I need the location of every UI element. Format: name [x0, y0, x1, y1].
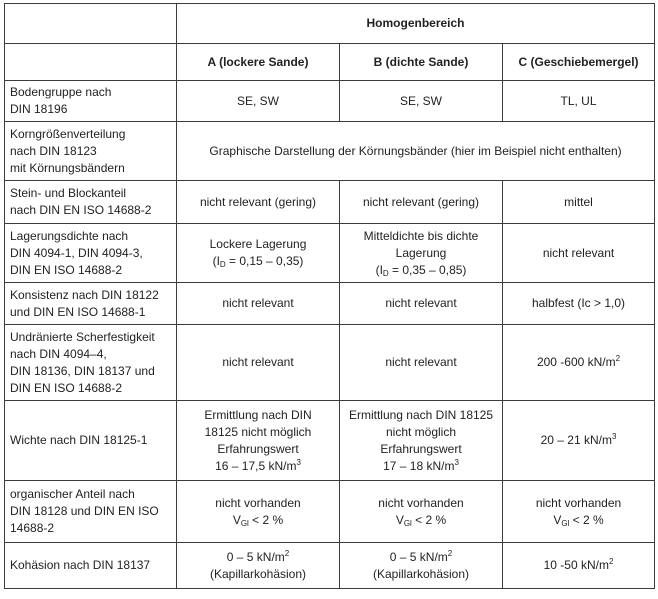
- cell-a: nicht relevant: [177, 325, 340, 401]
- spanning-cell: Graphische Darstellung der Körnungsbänder (hier im Beispiel nicht enthalten): [177, 122, 655, 181]
- homogenbereich-table: [4, 3, 655, 589]
- corner-cell: [5, 4, 177, 44]
- cell-a: SE, SW: [177, 81, 340, 122]
- row-label: Korngrößenverteilung nach DIN 18123 mit Körnungsbändern: [5, 122, 177, 181]
- cell-b: 0 – 5 $kN/m^2$ (Kapillarkohäsion): [340, 543, 503, 589]
- cell-c: 10 -50 $kN/m^2$: [503, 543, 655, 589]
- cell-b: nicht relevant (gering): [340, 181, 503, 224]
- cell-b: nicht relevant: [340, 325, 503, 401]
- row-label: Stein- und Blockanteil nach DIN EN ISO 14688-2: [5, 181, 177, 224]
- cell-c: 200 -600 $kN/m^2$: [503, 325, 655, 401]
- cell-c: mittel: [503, 181, 655, 224]
- table-row: [5, 401, 655, 481]
- row-label: Konsistenz nach DIN 18122 und DIN EN ISO 14688-1: [5, 283, 177, 325]
- row-label: Wichte nach DIN 18125-1: [5, 401, 177, 481]
- table-row: [5, 283, 655, 325]
- column-header-b: B (dichte Sande): [340, 44, 503, 81]
- column-header-a: A (lockere Sande): [177, 44, 340, 81]
- cell-c: TL, UL: [503, 81, 655, 122]
- cell-c: 20 – 21 $kN/m^3$: [503, 401, 655, 481]
- corner-cell: [5, 44, 177, 81]
- column-header-row: [5, 44, 655, 81]
- cell-a: 0 – 5 $kN/m^2$ (Kapillarkohäsion): [177, 543, 340, 589]
- cell-b: Mitteldichte bis dichte Lagerung $(I_D = 0,35 - 0,85)$: [340, 224, 503, 283]
- row-label: Kohäsion nach DIN 18137: [5, 543, 177, 589]
- table-row: [5, 481, 655, 543]
- cell-b: nicht relevant: [340, 283, 503, 325]
- group-header: Homogenbereich: [177, 4, 655, 44]
- table-row: [5, 224, 655, 283]
- row-label: organischer Anteil nach DIN 18128 und DIN EN ISO 14688-2: [5, 481, 177, 543]
- table-row: [5, 543, 655, 589]
- table-row: [5, 325, 655, 401]
- row-label: Lagerungsdichte nach DIN 4094-1, DIN 4094-3, DIN EN ISO 14688-2: [5, 224, 177, 283]
- table-header-row: [5, 4, 655, 44]
- row-label: Bodengruppe nach DIN 18196: [5, 81, 177, 122]
- cell-a: nicht relevant: [177, 283, 340, 325]
- table-row: [5, 81, 655, 122]
- cell-b: Ermittlung nach DIN 18125 nicht möglich Erfahrungswert 17 – 18 $kN/m^3$: [340, 401, 503, 481]
- cell-b: SE, SW: [340, 81, 503, 122]
- table-row: [5, 122, 655, 181]
- cell-c: nicht vorhanden $V_{Gl} < 2$ %: [503, 481, 655, 543]
- cell-a: nicht relevant (gering): [177, 181, 340, 224]
- cell-a: Lockere Lagerung $(I_D = 0,15 - 0,35)$: [177, 224, 340, 283]
- cell-c: nicht relevant: [503, 224, 655, 283]
- cell-a: nicht vorhanden $V_{Gl} < 2$ %: [177, 481, 340, 543]
- cell-c: halbfest (Ic > 1,0): [503, 283, 655, 325]
- cell-a: Ermittlung nach DIN 18125 nicht möglich Erfahrungswert 16 – 17,5 $kN/m^3$: [177, 401, 340, 481]
- table-row: [5, 181, 655, 224]
- cell-b: nicht vorhanden $V_{Gl} < 2$ %: [340, 481, 503, 543]
- column-header-c: C (Geschiebemergel): [503, 44, 655, 81]
- row-label: Undränierte Scherfestigkeit nach DIN 4094–4, DIN 18136, DIN 18137 und DIN EN ISO 14688-2: [5, 325, 177, 401]
